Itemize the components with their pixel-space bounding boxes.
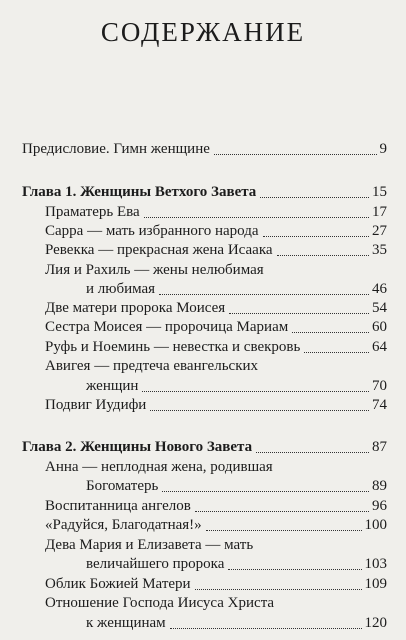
toc-page-number: 60: [372, 319, 387, 335]
toc-entry: [86, 477, 387, 496]
dot-leader: [162, 490, 369, 492]
toc-entry-label: Авигея — предтеча евангельских: [45, 358, 259, 374]
toc-entry: [45, 318, 387, 337]
toc-entry: [45, 338, 387, 357]
toc-page-number: 87: [372, 439, 387, 455]
toc-entry: [45, 222, 387, 241]
toc-entry-label-continued: женщин: [86, 378, 139, 394]
toc-entry-label: Руфь и Ноеминь — невестка и свекровь: [45, 339, 301, 355]
toc-page-number: 74: [372, 397, 387, 413]
toc-entry-label: Сестра Моисея — пророчица Мариам: [45, 319, 289, 335]
toc-entry-label-continued: величайшего пророка: [86, 556, 225, 572]
toc-entry-label: Предисловие. Гимн женщине: [22, 141, 210, 157]
toc-page-number: 27: [372, 223, 387, 239]
toc-page-number: 46: [372, 281, 387, 297]
toc-entry: [45, 299, 387, 318]
toc-entry: [45, 203, 387, 222]
dot-leader: [159, 293, 369, 295]
toc-entry: [45, 516, 387, 535]
toc-entry-label: Отношение Господа Иисуса Христа: [45, 595, 275, 611]
toc-entry-label: Дева Мария и Елизавета — мать: [45, 537, 254, 553]
toc-entry: [45, 241, 387, 260]
toc-page-number: 17: [372, 204, 387, 220]
toc-page-number: 15: [372, 184, 387, 200]
toc-entry-label: Лия и Рахиль — жены нелюбимая: [45, 262, 264, 278]
chapter-title: Глава 1. Женщины Ветхого Завета: [22, 184, 257, 200]
dot-leader: [292, 331, 369, 333]
dot-leader: [277, 254, 369, 256]
page-title: СОДЕРЖАНИЕ: [100, 17, 306, 47]
toc-entry-label-continued: и любимая: [86, 281, 156, 297]
toc-page-number: 9: [379, 141, 387, 157]
toc-entry: [86, 377, 387, 396]
dot-leader: [263, 235, 370, 237]
dot-leader: [260, 196, 369, 198]
toc-page-number: 109: [364, 576, 387, 592]
dot-leader: [195, 588, 362, 590]
toc-entry-label-continued: к женщинам: [86, 615, 166, 631]
toc-entry-label: Сарра — мать избранного народа: [45, 223, 259, 239]
toc-entry-label: Облик Божией Матери: [45, 576, 191, 592]
toc-entry: [45, 396, 387, 415]
toc-page-number: 100: [364, 517, 387, 533]
dot-leader: [229, 312, 369, 314]
dot-leader: [228, 568, 361, 570]
toc-page-number: 64: [372, 339, 387, 355]
toc-entry-preface: [22, 140, 387, 159]
toc-entry: [45, 575, 387, 594]
toc-entry: [86, 614, 387, 633]
dot-leader: [142, 390, 369, 392]
toc-page-number: 70: [372, 378, 387, 394]
dot-leader: [170, 627, 362, 629]
toc-entry-label: Анна — неплодная жена, родившая: [45, 459, 273, 475]
toc-chapter-2: [22, 438, 387, 457]
toc-page-number: 103: [364, 556, 387, 572]
dot-leader: [144, 216, 369, 218]
toc-entry-label: Ревекка — прекрасная жена Исаака: [45, 242, 273, 258]
dot-leader: [150, 409, 369, 411]
toc-entry-label: «Радуйся, Благодатная!»: [45, 517, 202, 533]
toc-page-number: 96: [372, 498, 387, 514]
dot-leader: [256, 451, 369, 453]
toc-entry-label: Воспитанница ангелов: [45, 498, 191, 514]
dot-leader: [206, 529, 362, 531]
toc-page-number: 89: [372, 478, 387, 494]
toc-page-number: 120: [364, 615, 387, 631]
toc-entry-label: Две матери пророка Моисея: [45, 300, 226, 316]
toc-chapter-1: [22, 183, 387, 202]
toc-entry: [86, 280, 387, 299]
dot-leader: [195, 510, 369, 512]
dot-leader: [214, 153, 377, 155]
toc-page-number: 35: [372, 242, 387, 258]
toc-entry-label: Праматерь Ева: [45, 204, 140, 220]
toc-entry-label-continued: Богоматерь: [86, 478, 159, 494]
toc-entry-label: Подвиг Иудифи: [45, 397, 147, 413]
chapter-title: Глава 2. Женщины Нового Завета: [22, 439, 253, 455]
toc-entry: [86, 555, 387, 574]
toc-page-number: 54: [372, 300, 387, 316]
toc-entry: [45, 497, 387, 516]
dot-leader: [304, 351, 369, 353]
